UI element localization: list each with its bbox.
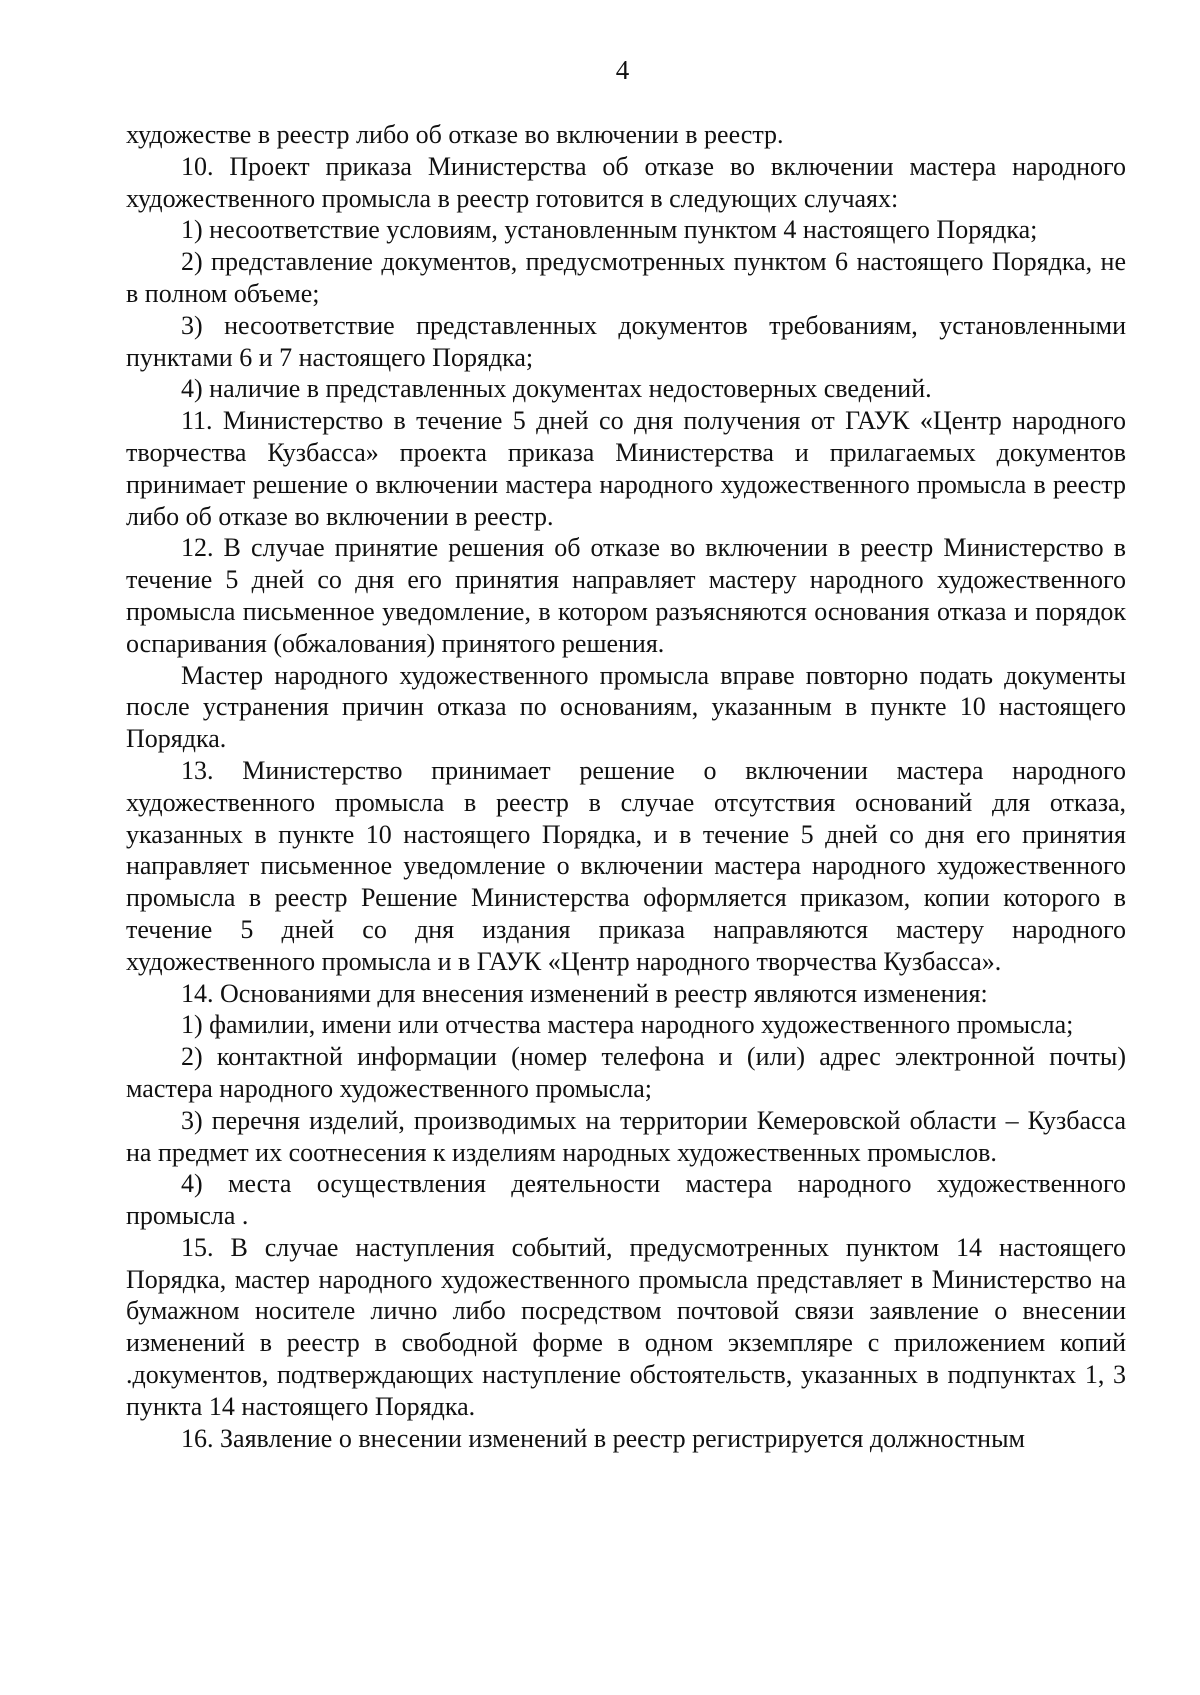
paragraph: 2) представление документов, предусмотренных пунктом 6 настоящего Порядка, не в полном объеме; [126, 247, 1126, 308]
paragraph: 4) места осуществления деятельности мастера народного художественного промысла . [126, 1169, 1126, 1231]
paragraph: 1) фамилии, имени или отчества мастера народного художественного промысла; [181, 1010, 1074, 1040]
paragraph: 2) контактной информации (номер телефона и (или) адрес электронной почты) мастера народного художественного промысла; [126, 1042, 1126, 1103]
paragraph: 12. В случае принятие решения об отказе во включении в реестр Министерство в течение 5 дней со дня его принятия направляет мастеру народного художественного промысла письменное уведомление, в котором разъясняются основания отказа и порядок оспаривания (обжалования) принятого решения. [126, 533, 1126, 658]
document-body [126, 119, 1126, 1454]
paragraph: 3) перечня изделий, производимых на территории Кемеровской области – Кузбасса на предмет их соотнесения к изделиям народных художественных промыслов. [126, 1105, 1126, 1167]
paragraph: 4) наличие в представленных документах недостоверных сведений. [181, 374, 932, 404]
paragraph: 10. Проект приказа Министерства об отказе во включении мастера народного художественного промысла в реестр готовится в следующих случаях: [126, 151, 1126, 213]
paragraph: 13. Министерство принимает решение о включении мастера народного художественного промысла в реестр в случае отсутствия оснований для отказа, указанных в пункте 10 настоящего Порядка, и в течение 5 дней со дня его принятия направляет письменное уведомление о включении мастера народного художественного промысла в реестр Решение Министерства оформляется приказом, копии которого в течение 5 дней со дня издания приказа направляются мастеру народного художественного промысла и в ГАУК «Центр народного творчества Кузбасса». [126, 755, 1126, 976]
paragraph: художестве в реестр либо об отказе во включении в реестр. [126, 120, 784, 149]
paragraph: Мастер народного художественного промысла вправе повторно подать документы после устранения причин отказа по основаниям, указанным в пункте 10 настоящего Порядка. [126, 660, 1126, 754]
paragraph: 16. Заявление о внесении изменений в реестр регистрируется должностным [181, 1423, 1025, 1453]
page-number: 4 [615, 55, 630, 85]
paragraph: 15. В случае наступления событий, предусмотренных пунктом 14 настоящего Порядка, мастер народного художественного промысла представляет в Министерство на бумажном носителе лично либо посредством почтовой связи заявление о внесении изменений в реестр в свободной форме в одном экземпляре с приложением копий .документов, подтверждающих наступление обстоятельств, указанных в подпунктах 1, 3 пункта 14 настоящего Порядка. [126, 1232, 1126, 1421]
paragraph: 11. Министерство в течение 5 дней со дня получения от ГАУК «Центр народного творчества Кузбасса» проекта приказа Министерства и прилагаемых документов принимает решение о включении мастера народного художественного промысла в реестр либо об отказе во включении в реестр. [126, 406, 1126, 531]
paragraph: 14. Основаниями для внесения изменений в реестр являются изменения: [181, 978, 988, 1008]
paragraph: 3) несоответствие представленных документов требованиям, установленными пунктами 6 и 7 настоящего Порядка; [126, 310, 1126, 372]
paragraph: 1) несоответствие условиям, установленным пунктом 4 настоящего Порядка; [181, 215, 1038, 245]
